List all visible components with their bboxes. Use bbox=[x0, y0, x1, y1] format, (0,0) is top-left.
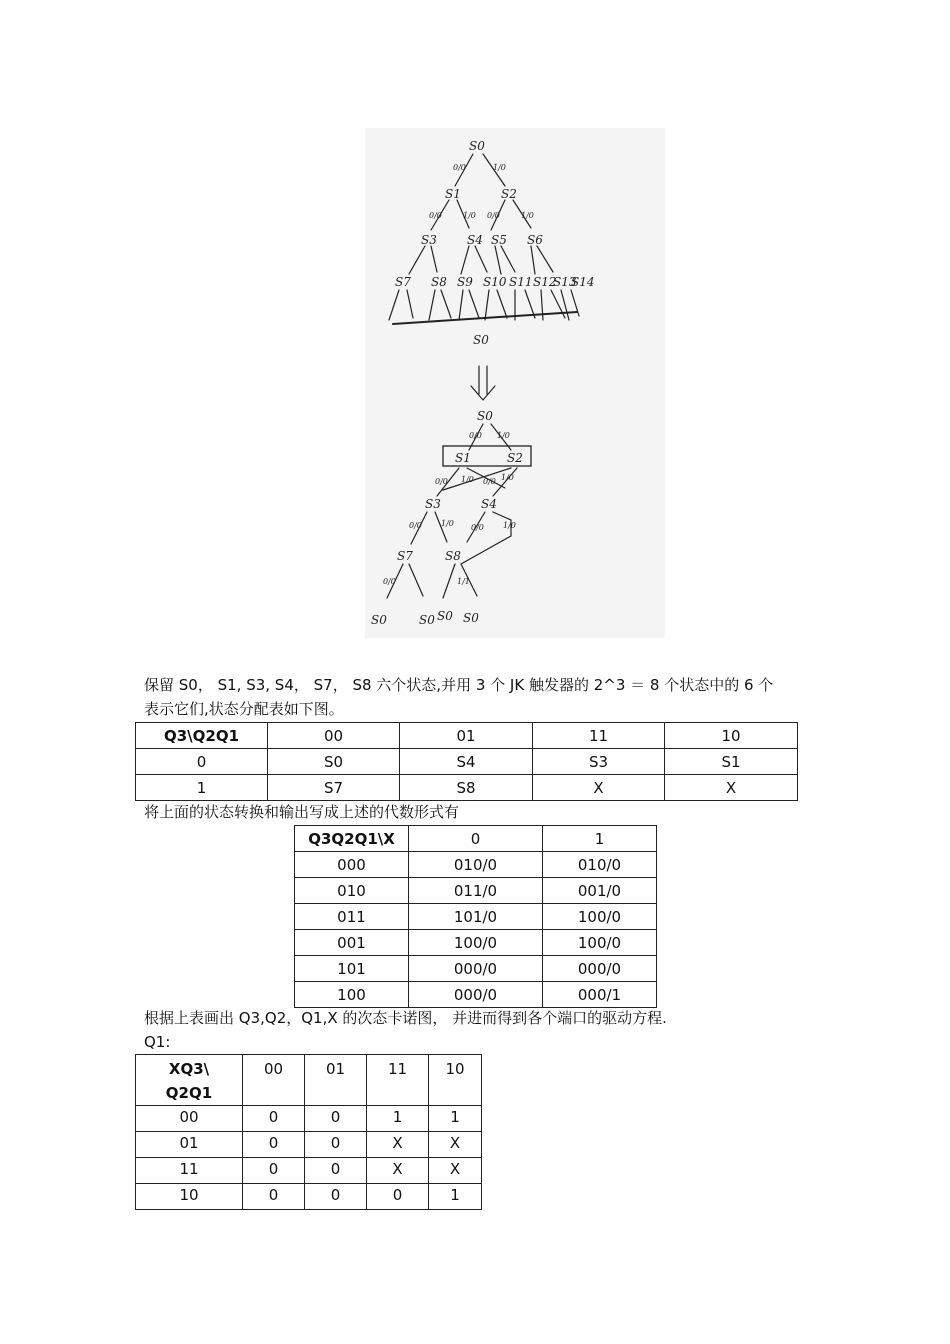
edge-label: 0/0 bbox=[383, 577, 396, 586]
table-cell: 101/0 bbox=[409, 904, 543, 930]
table-cell: 1 bbox=[136, 775, 268, 801]
edge-label: 1/0 bbox=[497, 431, 510, 440]
table-cell: 100/0 bbox=[543, 904, 657, 930]
edge bbox=[459, 290, 463, 320]
table-header-row bbox=[295, 826, 657, 852]
edge bbox=[497, 290, 507, 318]
table-header-cell: 11 bbox=[533, 723, 665, 749]
edge bbox=[495, 246, 501, 274]
paragraph-state-retention-line1: 保留 S0， S1, S3, S4， S7， S8 六个状态,并用 3 个 JK 触发器的 2^3 ＝ 8 个状态中的 6 个 bbox=[144, 676, 774, 694]
node-label: S9 bbox=[457, 275, 473, 289]
paragraph-karnaugh-intro: 根据上表画出 Q3,Q2，Q1,X 的次态卡诺图， 并进而得到各个端口的驱动方程. bbox=[144, 1009, 667, 1027]
table-cell: 000/0 bbox=[409, 982, 543, 1008]
table-cell: 010/0 bbox=[409, 852, 543, 878]
node-label: S2 bbox=[507, 451, 523, 465]
edge bbox=[469, 290, 479, 318]
table-cell: X bbox=[429, 1158, 482, 1184]
table-row bbox=[136, 1132, 482, 1158]
table-cell: S3 bbox=[533, 749, 665, 775]
table-cell: S0 bbox=[268, 749, 400, 775]
edge-label: 1/0 bbox=[493, 163, 506, 172]
table-row bbox=[295, 852, 657, 878]
table-cell: 0 bbox=[243, 1184, 305, 1210]
table-cell: 000/1 bbox=[543, 982, 657, 1008]
state-assignment-table bbox=[135, 722, 798, 801]
edge-label: 0/0 bbox=[435, 477, 448, 486]
node-label: S0 bbox=[463, 611, 479, 625]
edge bbox=[461, 512, 511, 564]
table-row bbox=[295, 956, 657, 982]
baseline bbox=[393, 312, 577, 324]
edge bbox=[541, 290, 543, 320]
edge bbox=[501, 246, 515, 272]
table-header-cell: 00 bbox=[243, 1055, 305, 1106]
edge bbox=[409, 246, 425, 274]
node-label: S0 bbox=[473, 333, 489, 347]
table-cell: 0 bbox=[243, 1106, 305, 1132]
kmap-corner-line1: XQ3\ bbox=[168, 1060, 210, 1078]
edge-label: 0/0 bbox=[429, 211, 442, 220]
edge bbox=[407, 290, 413, 318]
table-cell: 011/0 bbox=[409, 878, 543, 904]
table-header-cell: Q3Q2Q1\X bbox=[295, 826, 409, 852]
table-cell: 1 bbox=[429, 1106, 482, 1132]
table-cell: 01 bbox=[136, 1132, 243, 1158]
state-tree-drawing bbox=[365, 128, 665, 638]
edge-label: 1/0 bbox=[501, 473, 514, 482]
edge-label: 1/1 bbox=[457, 577, 470, 586]
table-cell: 0 bbox=[367, 1184, 429, 1210]
edge bbox=[531, 246, 535, 274]
edge bbox=[525, 290, 535, 318]
edge bbox=[475, 246, 487, 272]
table-header-cell: Q3\Q2Q1 bbox=[136, 723, 268, 749]
table-cell: 000/0 bbox=[543, 956, 657, 982]
table-cell: 001 bbox=[295, 930, 409, 956]
node-label: S8 bbox=[445, 549, 461, 563]
table-row bbox=[136, 1106, 482, 1132]
node-label: S0 bbox=[469, 139, 485, 153]
table-row bbox=[136, 775, 798, 801]
edge bbox=[485, 290, 489, 320]
table-header-cell: 00 bbox=[268, 723, 400, 749]
table-cell: 0 bbox=[136, 749, 268, 775]
table-header-cell: 0 bbox=[409, 826, 543, 852]
table-cell: 1 bbox=[367, 1106, 429, 1132]
node-label: S1 bbox=[445, 187, 461, 201]
edge bbox=[443, 564, 455, 598]
edge bbox=[409, 564, 423, 596]
node-label: S10 bbox=[483, 275, 507, 289]
table-cell: 000/0 bbox=[409, 956, 543, 982]
table-cell: X bbox=[429, 1132, 482, 1158]
table-cell: 0 bbox=[305, 1132, 367, 1158]
paragraph-q1-label: Q1: bbox=[144, 1033, 171, 1051]
node-label: S3 bbox=[421, 233, 437, 247]
table-header-cell: 10 bbox=[665, 723, 798, 749]
table-cell: S8 bbox=[400, 775, 533, 801]
edge-label: 0/0 bbox=[487, 211, 500, 220]
edge-label: 0/0 bbox=[469, 431, 482, 440]
edge-label: 1/0 bbox=[463, 211, 476, 220]
table-cell: 100/0 bbox=[543, 930, 657, 956]
edge-label: 1/0 bbox=[461, 475, 474, 484]
karnaugh-map-q1 bbox=[135, 1054, 482, 1210]
table-cell: 001/0 bbox=[543, 878, 657, 904]
table-cell: X bbox=[367, 1158, 429, 1184]
table-cell: S4 bbox=[400, 749, 533, 775]
table-row bbox=[295, 904, 657, 930]
table-header-cell: 11 bbox=[367, 1055, 429, 1106]
table-cell: 011 bbox=[295, 904, 409, 930]
kmap-corner-line2: Q2Q1 bbox=[165, 1084, 213, 1102]
table-cell: 0 bbox=[305, 1184, 367, 1210]
table-row bbox=[295, 930, 657, 956]
node-label: S12 bbox=[533, 275, 557, 289]
table-header-cell: 01 bbox=[305, 1055, 367, 1106]
node-label: S8 bbox=[431, 275, 447, 289]
table-cell: 0 bbox=[243, 1132, 305, 1158]
node-label: S14 bbox=[571, 275, 595, 289]
table-header-cell: 1 bbox=[543, 826, 657, 852]
state-transition-table bbox=[294, 825, 657, 1008]
node-label: S11 bbox=[509, 275, 533, 289]
node-label: S1 bbox=[455, 451, 471, 465]
table-cell: 00 bbox=[136, 1106, 243, 1132]
table-cell: 0 bbox=[305, 1158, 367, 1184]
node-label: S5 bbox=[491, 233, 507, 247]
table-cell: X bbox=[665, 775, 798, 801]
table-cell: 1 bbox=[429, 1184, 482, 1210]
state-tree-sketch bbox=[365, 128, 665, 638]
table-row bbox=[136, 1184, 482, 1210]
table-cell: 101 bbox=[295, 956, 409, 982]
node-label: S3 bbox=[425, 497, 441, 511]
kmap-corner-cell bbox=[136, 1055, 243, 1106]
table-header-cell: 10 bbox=[429, 1055, 482, 1106]
table-row bbox=[295, 982, 657, 1008]
table-cell: 010 bbox=[295, 878, 409, 904]
node-label: S2 bbox=[501, 187, 517, 201]
table-cell: S7 bbox=[268, 775, 400, 801]
edge bbox=[441, 290, 451, 318]
node-label: S0 bbox=[437, 609, 453, 623]
node-label: S0 bbox=[419, 613, 435, 627]
edge-label: 0/0 bbox=[453, 163, 466, 172]
edge-label: 1/0 bbox=[503, 521, 516, 530]
node-label: S0 bbox=[477, 409, 493, 423]
node-label: S6 bbox=[527, 233, 543, 247]
edge-label: 0/0 bbox=[409, 521, 422, 530]
table-header-row bbox=[136, 723, 798, 749]
table-cell: 0 bbox=[243, 1158, 305, 1184]
edge-label: 0/0 bbox=[483, 477, 496, 486]
node-label: S4 bbox=[481, 497, 497, 511]
edge bbox=[431, 246, 437, 272]
table-cell: X bbox=[533, 775, 665, 801]
table-cell: 10 bbox=[136, 1184, 243, 1210]
table-row bbox=[136, 749, 798, 775]
node-label: S7 bbox=[397, 549, 413, 563]
arrow-head bbox=[471, 386, 495, 400]
table-cell: 010/0 bbox=[543, 852, 657, 878]
edge bbox=[561, 290, 569, 320]
node-label: S13 bbox=[553, 275, 577, 289]
table-row bbox=[295, 878, 657, 904]
node-label: S4 bbox=[467, 233, 483, 247]
table-cell: 100/0 bbox=[409, 930, 543, 956]
paragraph-state-retention-line2: 表示它们,状态分配表如下图。 bbox=[144, 700, 344, 718]
edge-label: 1/0 bbox=[521, 211, 534, 220]
paragraph-algebraic-form: 将上面的状态转换和输出写成上述的代数形式有 bbox=[144, 803, 460, 821]
table-cell: S1 bbox=[665, 749, 798, 775]
edge bbox=[537, 246, 553, 272]
node-label: S7 bbox=[395, 275, 411, 289]
table-header-cell: 01 bbox=[400, 723, 533, 749]
table-cell: 000 bbox=[295, 852, 409, 878]
edge-label: 1/0 bbox=[441, 519, 454, 528]
table-cell: 11 bbox=[136, 1158, 243, 1184]
table-header-row bbox=[136, 1055, 482, 1106]
node-label: S0 bbox=[371, 613, 387, 627]
edge bbox=[461, 246, 469, 274]
edge-label: 0/0 bbox=[471, 523, 484, 532]
table-cell: 100 bbox=[295, 982, 409, 1008]
table-row bbox=[136, 1158, 482, 1184]
edge bbox=[389, 290, 399, 320]
edge bbox=[429, 290, 435, 320]
table-cell: X bbox=[367, 1132, 429, 1158]
table-cell: 0 bbox=[305, 1106, 367, 1132]
